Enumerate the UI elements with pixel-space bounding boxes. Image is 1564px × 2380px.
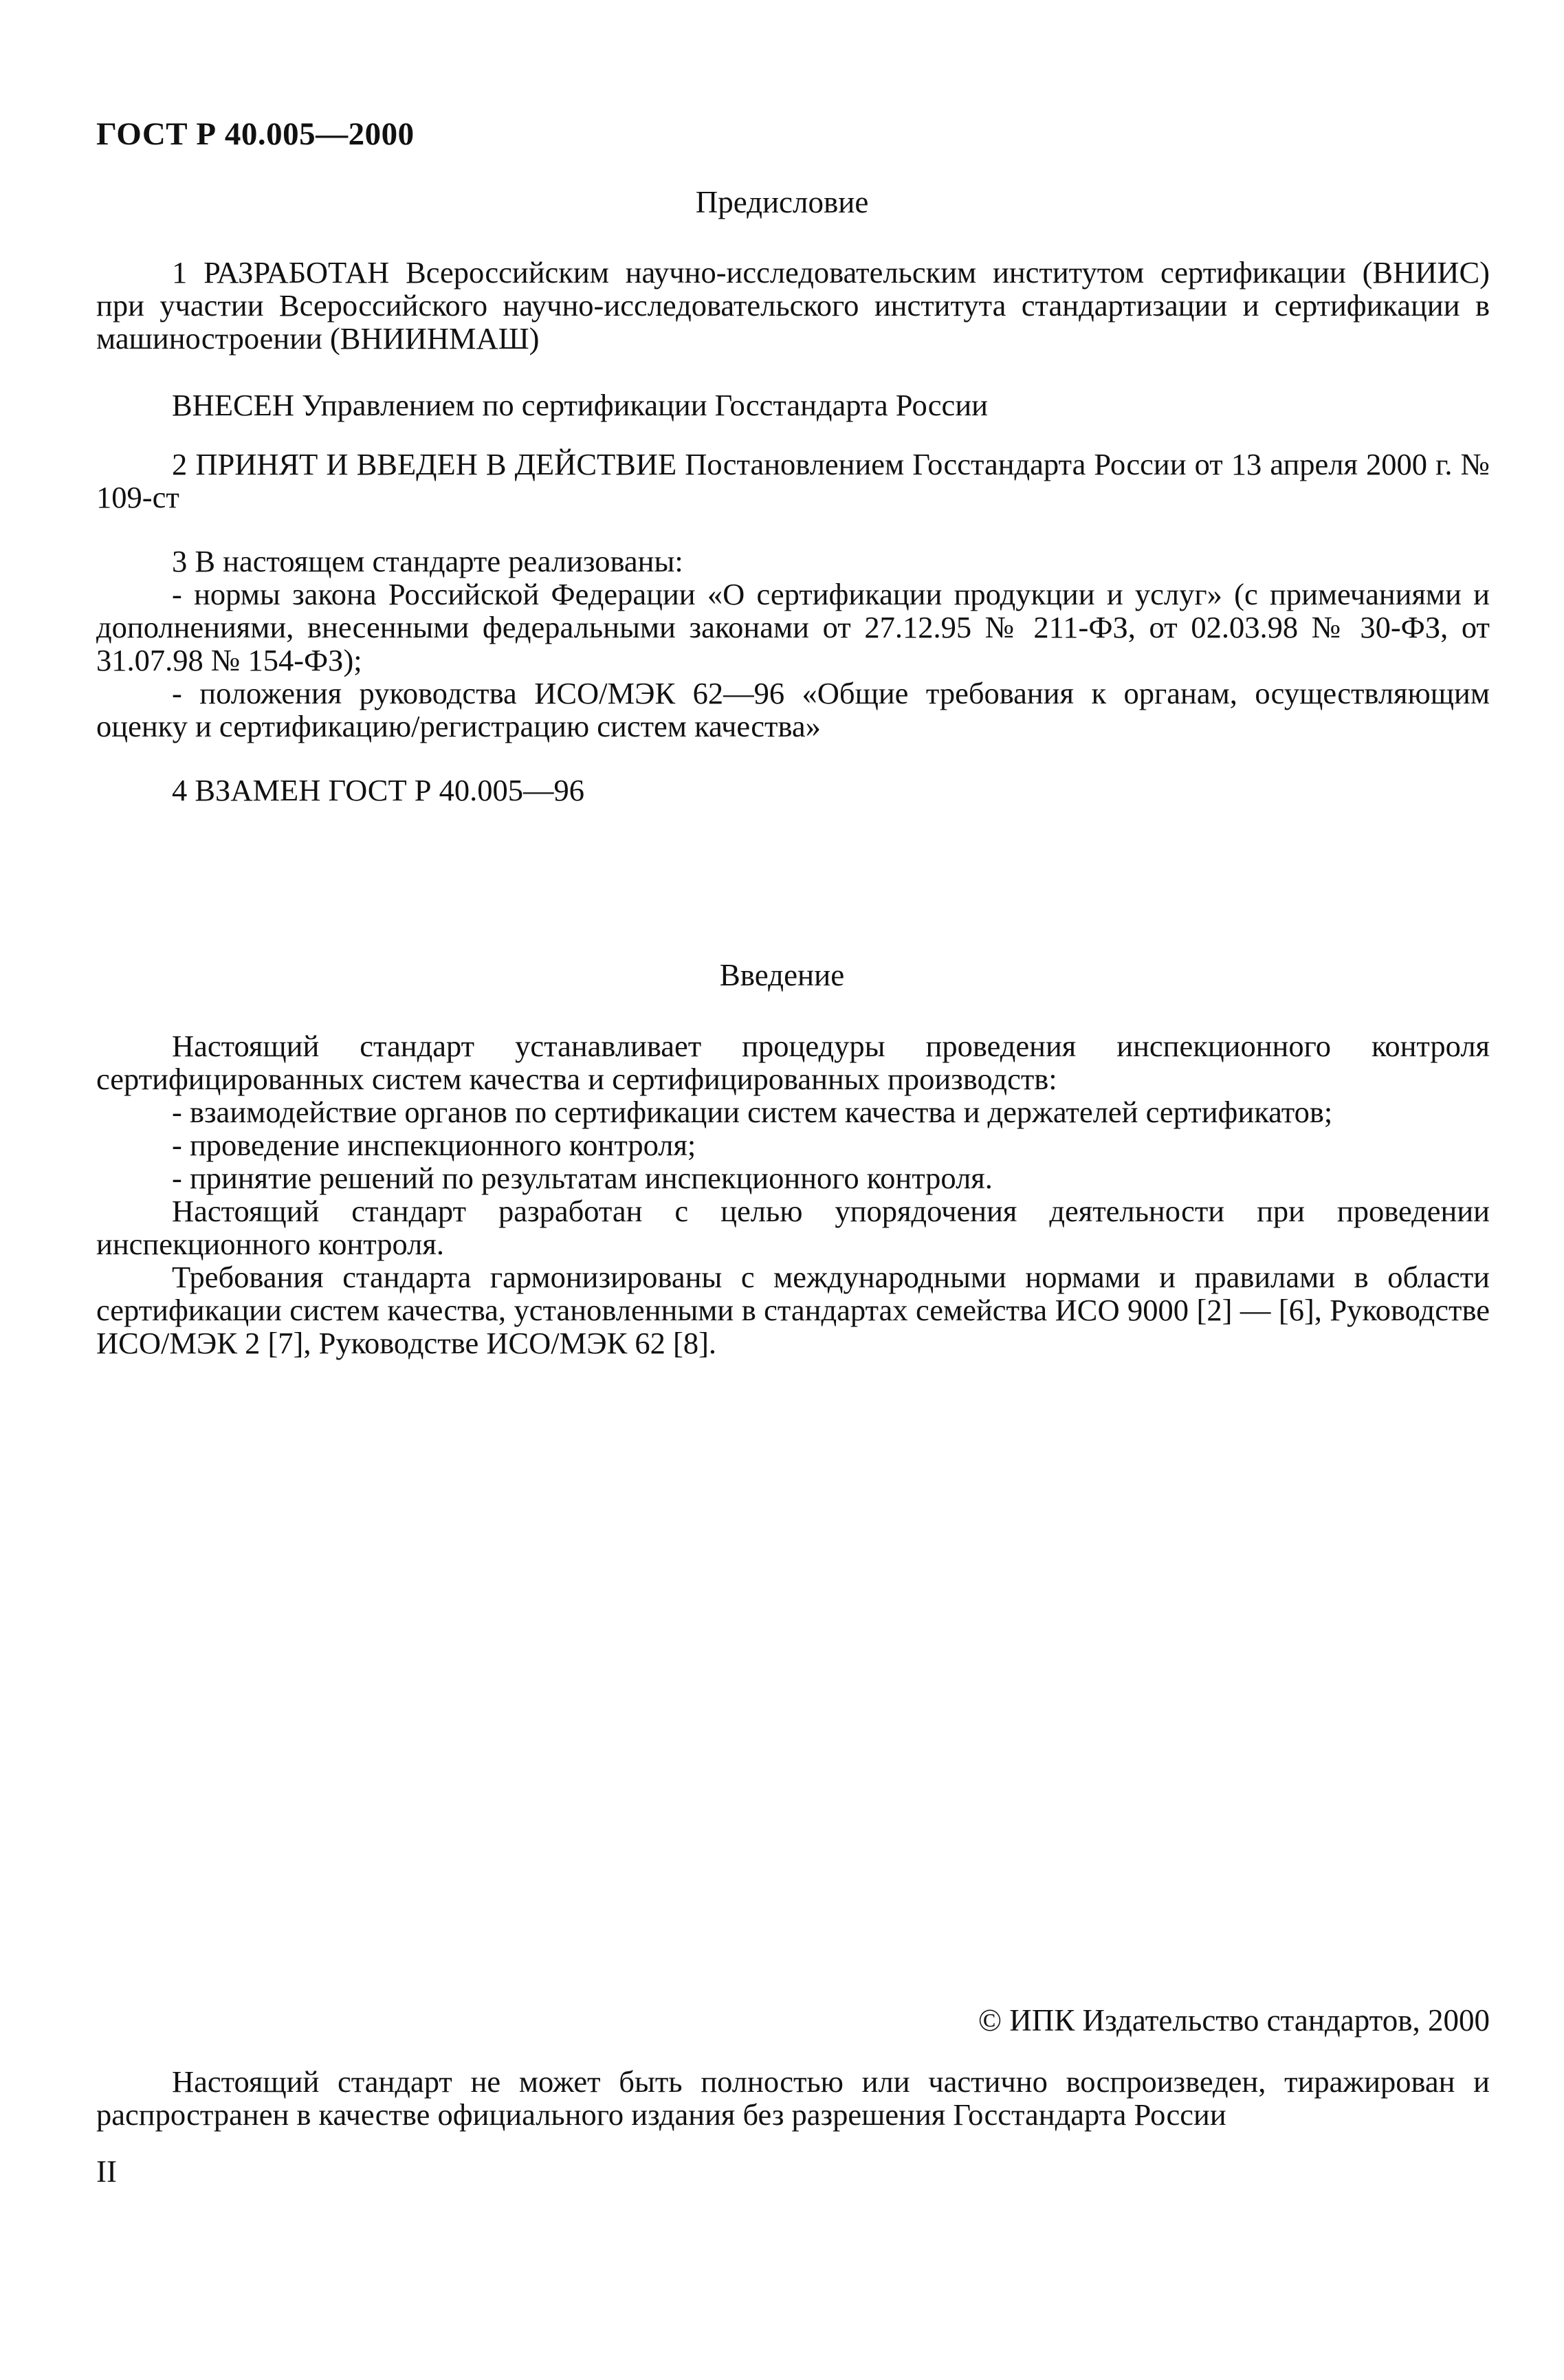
foreword-item-4 (96, 774, 1490, 807)
introduction-bullet: - проведение инспекционного контроля; (172, 1128, 696, 1162)
reproduction-notice (96, 2065, 1490, 2131)
introduction-paragraph-3: Требования стандарта гармонизированы с международными нормами и правилами в области сертификации систем качества, установленными в стандартах семейства ИСО 9000 [2] — [6], Руководстве ИСО/МЭК 2 [7], Руководстве ИСО/МЭК 62 [8]. (96, 1260, 1490, 1360)
foreword-item-1 (96, 256, 1490, 355)
page-number: II (96, 2154, 117, 2189)
introduction-bullet: - взаимодействие органов по сертификации систем качества и держателей сертификатов; (172, 1095, 1333, 1129)
introduction-paragraph-2: Настоящий стандарт разработан с целью упорядочения деятельности при проведении инспекционного контроля. (96, 1194, 1490, 1261)
foreword-item-2-text: 2 ПРИНЯТ И ВВЕДЕН В ДЕЙСТВИЕ Постановлением Госстандарта России от 13 апреля 2000 г. № 109-ст (96, 447, 1490, 514)
foreword-item-3-intro: 3 В настоящем стандарте реализованы: (172, 544, 683, 578)
foreword-item-1b-text: ВНЕСЕН Управлением по сертификации Госстандарта России (172, 388, 988, 422)
document-code: ГОСТ Р 40.005—2000 (96, 116, 415, 152)
foreword-item-1b (96, 389, 1490, 422)
foreword-item-3-b: - положения руководства ИСО/МЭК 62—96 «Общие требования к органам, осуществляющим оценку и сертификацию/регистрацию систем качества» (96, 676, 1490, 743)
introduction-body (96, 1029, 1490, 1360)
foreword-item-1-text: 1 РАЗРАБОТАН Всероссийским научно-исследовательским институтом сертификации (ВНИИС) при участии Всероссийского научно-исследовательского института стандартизации и сертификации в машиностроении (ВНИИНМАШ) (96, 255, 1490, 356)
foreword-item-4-text: 4 ВЗАМЕН ГОСТ Р 40.005—96 (172, 773, 585, 807)
copyright-line: © ИПК Издательство стандартов, 2000 (978, 2003, 1490, 2038)
foreword-item-3-a: - нормы закона Российской Федерации «О сертификации продукции и услуг» (с примечаниями и дополнениями, внесенными федеральными законами от 27.12.95 № 211-ФЗ, от 02.03.98 № 30-ФЗ, от 31.07.98 № 154-ФЗ); (96, 577, 1490, 677)
foreword-item-2 (96, 448, 1490, 514)
introduction-paragraph-1: Настоящий стандарт устанавливает процедуры проведения инспекционного контроля сертифицированных систем качества и сертифицированных производств: (96, 1029, 1490, 1096)
foreword-item-3 (96, 545, 1490, 743)
introduction-heading: Введение (719, 958, 845, 992)
foreword-heading: Предисловие (695, 185, 869, 219)
reproduction-notice-text: Настоящий стандарт не может быть полностью или частично воспроизведен, тиражирован и распространен в качестве официального издания без разрешения Госстандарта России (96, 2064, 1490, 2132)
introduction-bullet: - принятие решений по результатам инспекционного контроля. (172, 1161, 993, 1195)
